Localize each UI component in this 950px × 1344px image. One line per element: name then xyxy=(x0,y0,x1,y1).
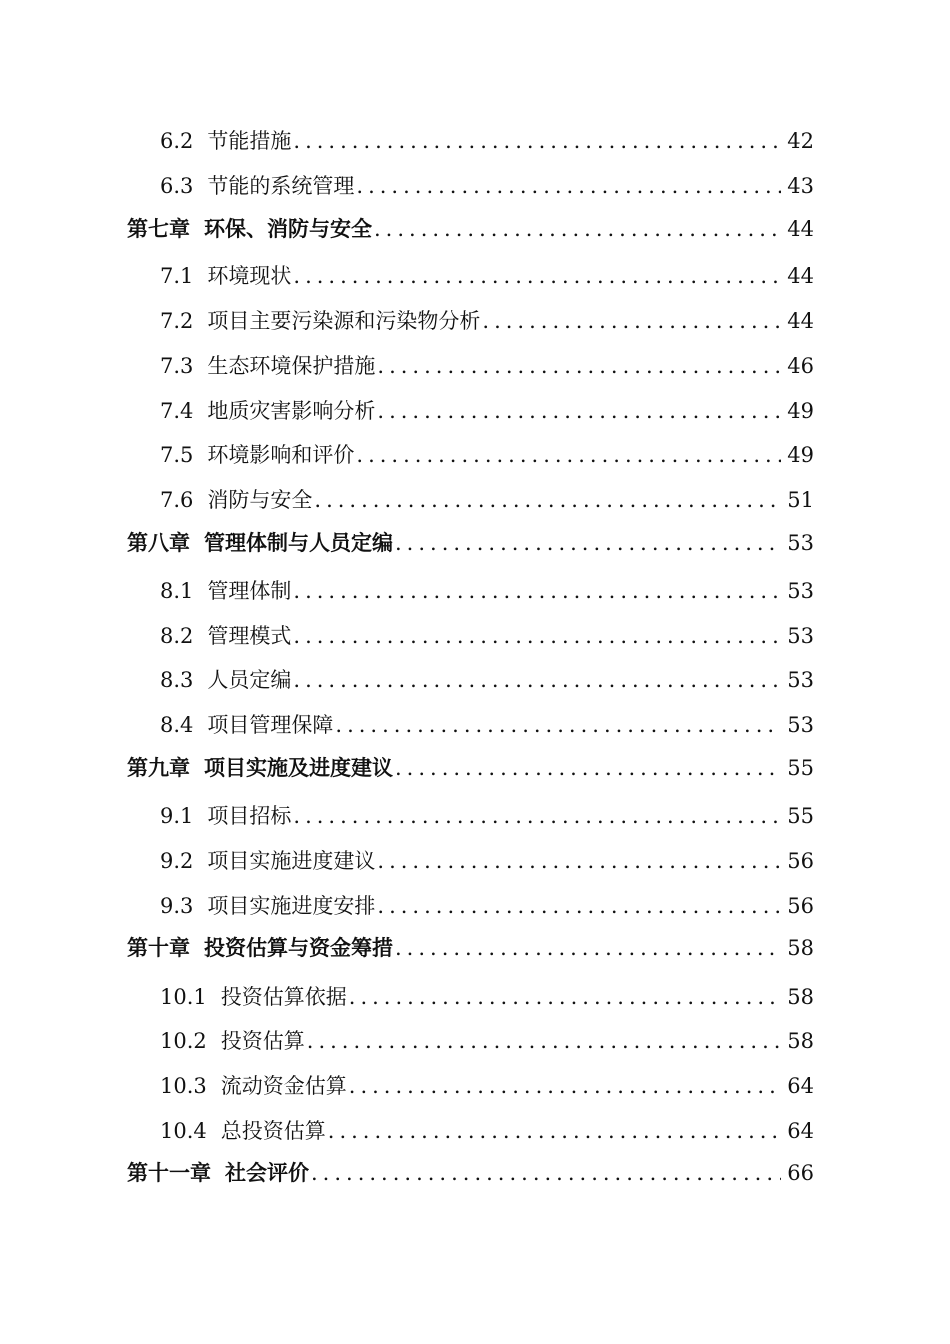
toc-entry-page: 55 xyxy=(787,756,814,780)
dot-leader xyxy=(293,796,781,836)
toc-entry-10-3[interactable] xyxy=(0,1066,950,1106)
toc-entry-number: 6.2 xyxy=(160,129,194,153)
dot-leader xyxy=(349,977,782,1017)
toc-entry-title: 人员定编 xyxy=(207,668,292,692)
toc-entry-number: 8.1 xyxy=(160,579,194,603)
toc-entry-7-6[interactable] xyxy=(0,480,950,520)
dot-leader xyxy=(307,1021,782,1061)
toc-entry-page: 53 xyxy=(787,713,814,737)
dot-leader xyxy=(293,121,781,161)
toc-entry-page: 49 xyxy=(787,399,814,423)
toc-entry-number: 8.3 xyxy=(160,668,194,692)
toc-entry-number: 7.2 xyxy=(160,309,194,333)
toc-entry-number: 10.2 xyxy=(160,1029,207,1053)
toc-entry-page: 44 xyxy=(787,309,814,333)
toc-entry-number: 7.5 xyxy=(160,443,194,467)
toc-entry-10-1[interactable] xyxy=(0,977,950,1017)
toc-entry-title: 环境影响和评价 xyxy=(207,443,355,467)
dot-leader xyxy=(377,886,781,926)
toc-entry-page: 49 xyxy=(787,443,814,467)
toc-entry-number: 7.1 xyxy=(160,264,194,288)
toc-chapter-title: 管理体制与人员定编 xyxy=(204,530,393,555)
toc-entry-number: 6.3 xyxy=(160,174,194,198)
dot-leader xyxy=(311,1153,781,1193)
toc-entry-title: 节能的系统管理 xyxy=(207,174,355,198)
toc-chapter-title: 社会评价 xyxy=(225,1160,309,1185)
dot-leader xyxy=(377,346,781,386)
dot-leader xyxy=(335,705,781,745)
toc-chapter-number: 第十一章 xyxy=(127,1160,211,1185)
toc-entry-page: 56 xyxy=(787,849,814,873)
toc-entry-page: 53 xyxy=(787,624,814,648)
toc-entry-number: 8.4 xyxy=(160,713,194,737)
toc-entry-title: 生态环境保护措施 xyxy=(207,354,376,378)
toc-entry-number: 9.3 xyxy=(160,894,194,918)
toc-chapter-number: 第七章 xyxy=(127,216,190,241)
toc-chapter-title: 项目实施及进度建议 xyxy=(204,755,393,780)
toc-entry-number: 7.3 xyxy=(160,354,194,378)
toc-entry-page: 44 xyxy=(787,217,814,241)
toc-entry-number: 10.4 xyxy=(160,1119,207,1143)
toc-entry-page: 53 xyxy=(787,668,814,692)
toc-entry-number: 7.6 xyxy=(160,488,194,512)
toc-entry-8-2[interactable] xyxy=(0,616,950,656)
dot-leader xyxy=(293,616,781,656)
toc-entry-chapter-8[interactable] xyxy=(0,523,950,563)
dot-leader xyxy=(482,301,781,341)
dot-leader xyxy=(377,841,781,881)
toc-entry-chapter-7[interactable] xyxy=(0,209,950,249)
toc-entry-page: 53 xyxy=(787,531,814,555)
toc-chapter-number: 第九章 xyxy=(127,755,190,780)
toc-entry-6-3[interactable] xyxy=(0,166,950,206)
toc-entry-number: 9.1 xyxy=(160,804,194,828)
toc-entry-title: 消防与安全 xyxy=(207,488,313,512)
toc-entry-title: 项目管理保障 xyxy=(207,713,334,737)
dot-leader xyxy=(374,209,781,249)
toc-entry-page: 64 xyxy=(787,1074,814,1098)
toc-entry-number: 8.2 xyxy=(160,624,194,648)
toc-entry-page: 58 xyxy=(787,936,814,960)
toc-entry-7-5[interactable] xyxy=(0,435,950,475)
toc-entry-number: 7.4 xyxy=(160,399,194,423)
toc-entry-title: 环境现状 xyxy=(207,264,292,288)
toc-entry-title: 总投资估算 xyxy=(220,1119,326,1143)
toc-entry-8-3[interactable] xyxy=(0,660,950,700)
toc-entry-number: 9.2 xyxy=(160,849,194,873)
toc-entry-10-4[interactable] xyxy=(0,1111,950,1151)
dot-leader xyxy=(293,660,781,700)
toc-entry-8-4[interactable] xyxy=(0,705,950,745)
toc-entry-9-2[interactable] xyxy=(0,841,950,881)
toc-entry-page: 66 xyxy=(787,1161,814,1185)
toc-entry-9-3[interactable] xyxy=(0,886,950,926)
toc-entry-page: 43 xyxy=(787,174,814,198)
dot-leader xyxy=(377,391,781,431)
toc-entry-title: 项目实施进度建议 xyxy=(207,849,376,873)
toc-entry-title: 项目实施进度安排 xyxy=(207,894,376,918)
toc-entry-title: 管理体制 xyxy=(207,579,292,603)
toc-entry-page: 58 xyxy=(787,985,814,1009)
toc-chapter-title: 环保、消防与安全 xyxy=(204,216,372,241)
toc-chapter-title: 投资估算与资金筹措 xyxy=(204,935,393,960)
toc-chapter-number: 第十章 xyxy=(127,935,190,960)
dot-leader xyxy=(349,1066,782,1106)
toc-entry-7-3[interactable] xyxy=(0,346,950,386)
toc-entry-page: 51 xyxy=(787,488,814,512)
toc-entry-page: 46 xyxy=(787,354,814,378)
toc-entry-page: 42 xyxy=(787,129,814,153)
toc-entry-number: 10.1 xyxy=(160,985,207,1009)
toc-entry-chapter-10[interactable] xyxy=(0,928,950,968)
toc-entry-title: 投资估算依据 xyxy=(220,985,347,1009)
dot-leader xyxy=(314,480,781,520)
toc-entry-title: 项目主要污染源和污染物分析 xyxy=(207,309,481,333)
toc-entry-title: 管理模式 xyxy=(207,624,292,648)
toc-entry-page: 58 xyxy=(787,1029,814,1053)
toc-entry-page: 44 xyxy=(787,264,814,288)
dot-leader xyxy=(395,523,781,563)
toc-entry-chapter-9[interactable] xyxy=(0,748,950,788)
toc-entry-7-2[interactable] xyxy=(0,301,950,341)
toc-entry-page: 53 xyxy=(787,579,814,603)
toc-entry-9-1[interactable] xyxy=(0,796,950,836)
toc-entry-6-2[interactable] xyxy=(0,121,950,161)
toc-chapter-number: 第八章 xyxy=(127,530,190,555)
dot-leader xyxy=(395,748,781,788)
toc-entry-page: 64 xyxy=(787,1119,814,1143)
toc-entry-title: 地质灾害影响分析 xyxy=(207,399,376,423)
toc-entry-title: 流动资金估算 xyxy=(220,1074,347,1098)
dot-leader xyxy=(356,166,781,206)
toc-entry-10-2[interactable] xyxy=(0,1021,950,1061)
toc-entry-7-1[interactable] xyxy=(0,256,950,296)
dot-leader xyxy=(293,571,781,611)
dot-leader xyxy=(395,928,781,968)
toc-entry-8-1[interactable] xyxy=(0,571,950,611)
toc-entry-page: 56 xyxy=(787,894,814,918)
dot-leader xyxy=(293,256,781,296)
toc-entry-title: 节能措施 xyxy=(207,129,292,153)
toc-entry-7-4[interactable] xyxy=(0,391,950,431)
toc-entry-chapter-11[interactable] xyxy=(0,1153,950,1193)
toc-entry-page: 55 xyxy=(787,804,814,828)
toc-entry-number: 10.3 xyxy=(160,1074,207,1098)
dot-leader xyxy=(356,435,781,475)
toc-entry-title: 投资估算 xyxy=(220,1029,305,1053)
dot-leader xyxy=(328,1111,782,1151)
toc-entry-title: 项目招标 xyxy=(207,804,292,828)
